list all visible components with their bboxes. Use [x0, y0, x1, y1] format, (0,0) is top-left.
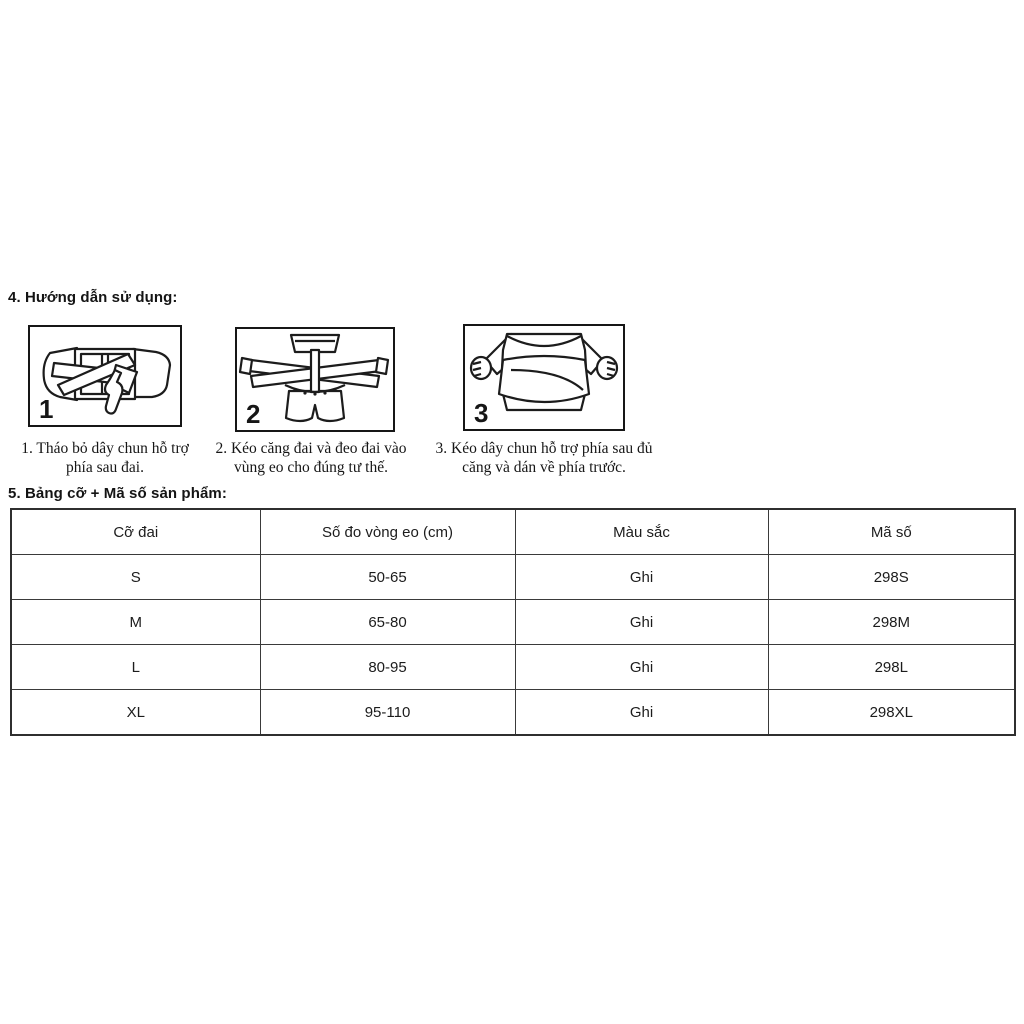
table-header-row	[11, 509, 1015, 555]
caption-line: 3. Kéo dây chun hỗ trợ phía sau đủ	[435, 440, 653, 457]
usage-step-3-figure	[463, 324, 625, 431]
usage-step-2-caption	[205, 439, 417, 477]
table-cell-waist: 95-110	[260, 690, 515, 736]
table-cell-code: 298XL	[768, 690, 1015, 736]
table-cell-size: L	[11, 645, 260, 690]
table-row	[11, 555, 1015, 600]
caption-line: 1. Tháo bỏ dây chun hỗ trợ	[21, 440, 189, 457]
table-row	[11, 690, 1015, 736]
table-cell-color: Ghi	[515, 555, 768, 600]
column-header-code: Mã số	[768, 509, 1015, 555]
table-row	[11, 645, 1015, 690]
table-cell-waist: 65-80	[260, 600, 515, 645]
step-number: 3	[474, 398, 489, 428]
caption-line: phía sau đai.	[66, 459, 144, 476]
column-header-size: Cỡ đai	[11, 509, 260, 555]
caption-line: căng và dán về phía trước.	[462, 459, 626, 476]
usage-step-1-caption	[0, 439, 210, 477]
table-cell-code: 298S	[768, 555, 1015, 600]
size-code-table	[10, 508, 1016, 736]
caption-line: 2. Kéo căng đai và đeo đai vào	[215, 440, 407, 457]
table-cell-color: Ghi	[515, 600, 768, 645]
table-cell-code: 298L	[768, 645, 1015, 690]
table-cell-color: Ghi	[515, 690, 768, 736]
usage-step-2-figure	[235, 327, 395, 432]
table-row	[11, 600, 1015, 645]
table-cell-color: Ghi	[515, 645, 768, 690]
step-number: 1	[39, 394, 54, 424]
table-cell-waist: 50-65	[260, 555, 515, 600]
table-cell-size: S	[11, 555, 260, 600]
table-cell-code: 298M	[768, 600, 1015, 645]
column-header-waist: Số đo vòng eo (cm)	[260, 509, 515, 555]
usage-section-heading: 4. Hướng dẫn sử dụng:	[8, 289, 178, 306]
table-cell-size: XL	[11, 690, 260, 736]
size-section-heading: 5. Bảng cỡ + Mã số sản phẩm:	[8, 485, 227, 502]
table-cell-size: M	[11, 600, 260, 645]
column-header-color: Màu sắc	[515, 509, 768, 555]
step-number: 2	[246, 399, 261, 429]
usage-step-3-caption	[420, 439, 668, 477]
caption-line: vùng eo cho đúng tư thế.	[234, 459, 388, 476]
usage-step-1-figure	[28, 325, 182, 427]
table-cell-waist: 80-95	[260, 645, 515, 690]
pull-straps-and-fasten-front-icon	[465, 326, 623, 429]
